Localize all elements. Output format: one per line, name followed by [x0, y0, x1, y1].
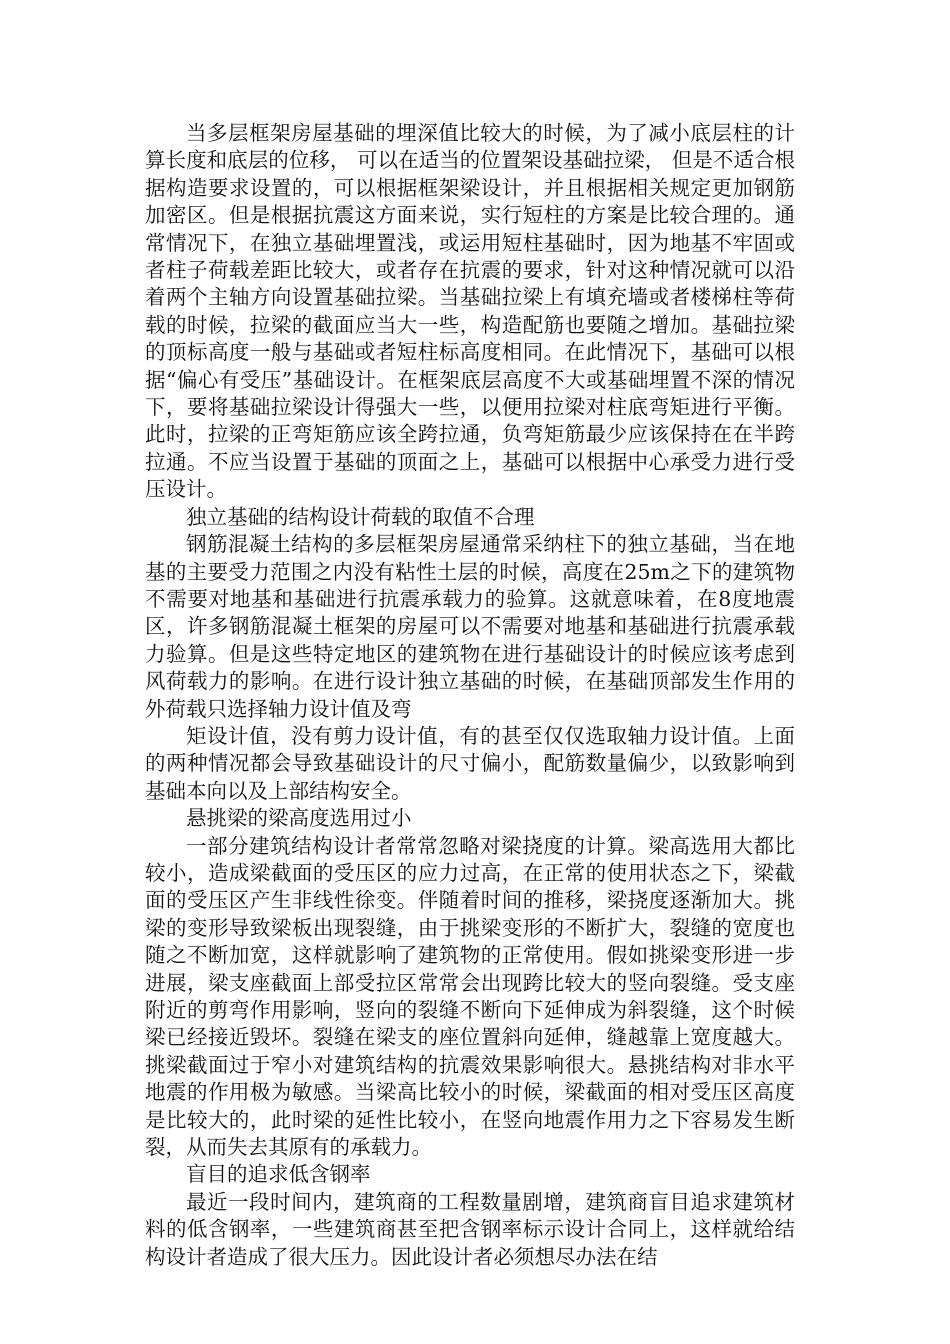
section-heading-steel-ratio: 盲目的追求低含钢率 — [186, 1162, 371, 1187]
body-paragraph-foundation-tie-beam: 当多层框架房屋基础的埋深值比较大的时候，为了减小底层柱的计算长度和底层的位移， 可以在适当的位置架设基础拉梁， 但是不适合根据构造要求设置的，可以根据框架梁设计，并且根据相关规定更加钢筋加密区。但是根据抗震这方面来说，实行短柱的方案是比较合理的。通常情况下，在独立基础埋置浅，或运用短柱基础时，因为地基不牢固或者柱子荷载差距比较大，或者存在抗震的要求，针对这种情况就可以沿着两个主轴方向设置基础拉梁。当基础拉梁上有填充墙或者楼梯柱等荷载的时候，拉梁的截面应当大一些，构造配筋也要随之增加。基础拉梁的顶标高度一般与基础或者短柱标高度相同。在此情况下，基础可以根据“偏心有受压”基础设计。在框架底层高度不大或基础埋置不深的情况下，要将基础拉梁设计得强大一些，以便用拉梁对柱底弯矩进行平衡。此时，拉梁的正弯矩筋应该全跨拉通，负弯矩筋最少应该保持在在半跨拉通。不应当设置于基础的顶面之上，基础可以根据中心承受力进行受压设计。 — [145, 121, 795, 502]
section-heading-isolated-foundation-load: 独立基础的结构设计荷载的取值不合理 — [186, 504, 535, 529]
section-heading-cantilever-beam: 悬挑梁的梁高度选用过小 — [186, 806, 412, 831]
body-paragraph-isolated-foundation: 钢筋混凝土结构的多层框架房屋通常采纳柱下的独立基础，当在地基的主要受力范围之内没有粘性土层的时候，高度在25m之下的建筑物不需要对地基和基础进行抗震承载力的验算。这就意味着，在8度地震区，许多钢筋混凝土框架的房屋可以不需要对地基和基础进行抗震承载力验算。但是这些特定地区的建筑物在进行基础设计的时候应该考虑到风荷载力的影响。在进行设计独立基础的时候，在基础顶部发生作用的外荷载只选择轴力设计值及弯 — [145, 532, 795, 721]
body-paragraph-design-values: 矩设计值，没有剪力设计值，有的甚至仅仅选取轴力设计值。上面的两种情况都会导致基础设计的尺寸偏小，配筋数量偏少，以致影响到基础本向以及上部结构安全。 — [145, 723, 795, 803]
body-paragraph-cantilever-beam: 一部分建筑结构设计者常常忽略对梁挠度的计算。梁高选用大都比较小，造成梁截面的受压区的应力过高，在正常的使用状态之下，梁截面的受压区产生非线性徐变。伴随着时间的推移，梁挠度逐渐加大。挑梁的变形导致梁板出现裂缝，由于挑梁变形的不断扩大，裂缝的宽度也随之不断加宽，这样就影响了建筑物的正常使用。假如挑梁变形进一步进展，梁支座截面上部受拉区常常会出现跨比较大的竖向裂缝。受支座附近的剪弯作用影响，竖向的裂缝不断向下延伸成为斜裂缝，这个时候梁已经接近毁坏。裂缝在梁支的座位置斜向延伸，缝越靠上宽度越大。挑梁截面过于窄小对建筑结构的抗震效果影响很大。悬挑结构对非水平地震的作用极为敏感。当梁高比较小的时候，梁截面的相对受压区高度是比较大的，此时梁的延性比较小，在竖向地震作用力之下容易发生断裂，从而失去其原有的承载力。 — [145, 833, 795, 1160]
body-paragraph-steel-ratio: 最近一段时间内，建筑商的工程数量剧增，建筑商盲目追求建筑材料的低含钢率，一些建筑商甚至把含钢率标示设计合同上，这样就给结构设计者造成了很大压力。因此设计者必须想尽办法在结 — [145, 1189, 795, 1269]
document-body — [145, 120, 795, 1271]
